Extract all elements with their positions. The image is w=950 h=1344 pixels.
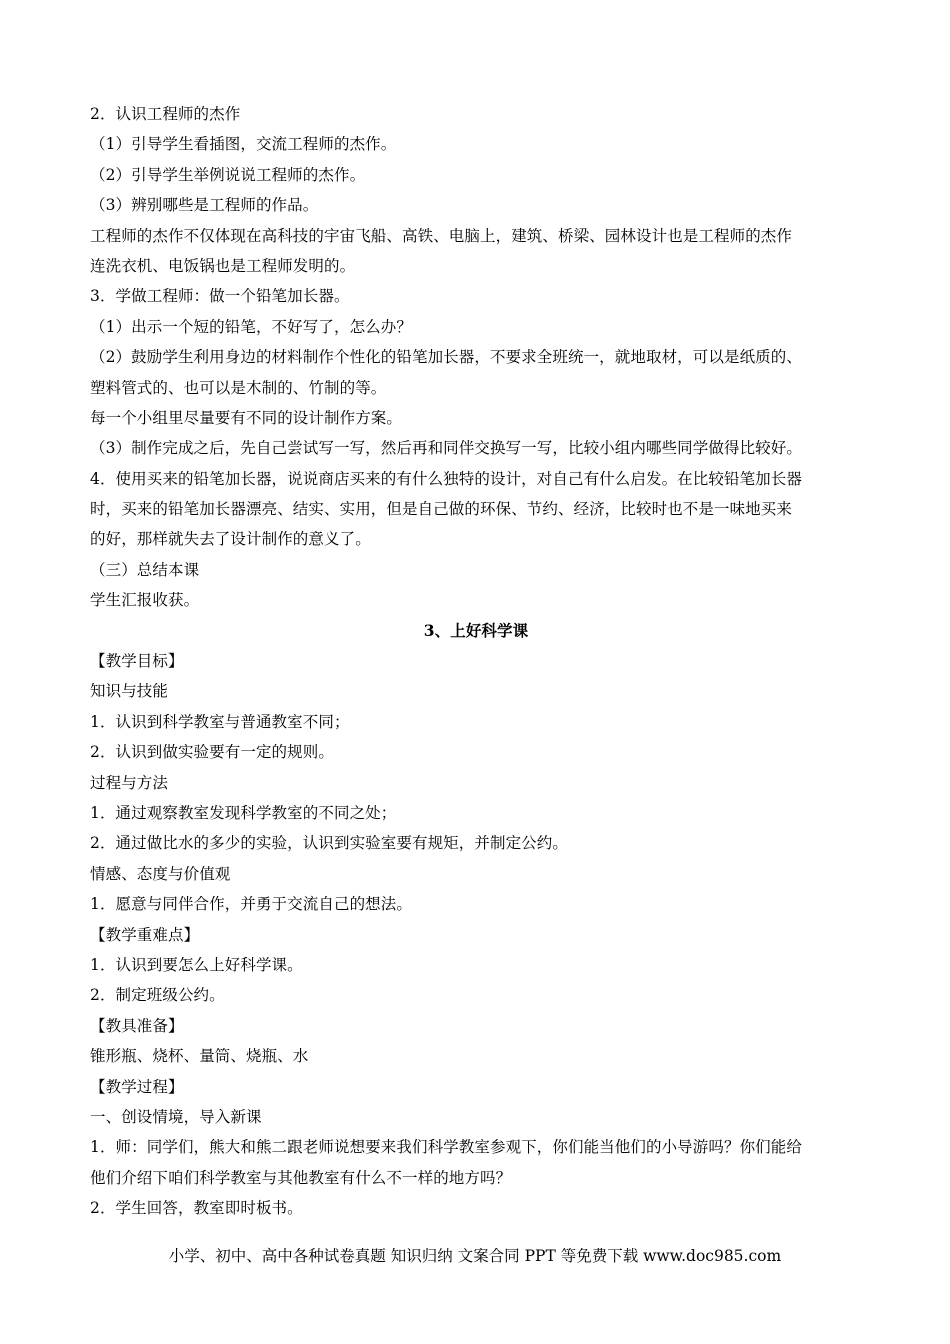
list-item: 1．愿意与同伴合作，并勇于交流自己的想法。 [90,895,412,914]
paragraph-line: 他们介绍下咱们科学教室与其他教室有什么不一样的地方吗？ [90,1168,512,1187]
process-method-heading: 过程与方法 [90,773,169,792]
paragraph-line: 学生汇报收获。 [90,591,200,610]
list-item: 2．学生回答，教室即时板书。 [90,1199,303,1218]
step-3-item-1: （1）出示一个短的铅笔，不好写了，怎么办？ [90,317,412,336]
step-3-heading: 3．学做工程师：做一个铅笔加长器。 [90,287,350,306]
list-item: 1．通过观察教室发现科学教室的不同之处； [90,803,397,822]
step-2-item-3: （3）辨别哪些是工程师的作品。 [90,196,319,215]
page-footer: 小学、初中、高中各种试卷真题 知识归纳 文案合同 PPT 等免费下载 www.doc985.com [168,1247,782,1265]
list-item: 1．认识到要怎么上好科学课。 [90,955,303,974]
attitude-values-heading: 情感、态度与价值观 [90,864,231,883]
paragraph-line: 时，买来的铅笔加长器漂亮、结实、实用，但是自己做的环保、节约、经济，比较时也不是一味地买来 [90,500,793,519]
document-body [90,99,862,1223]
knowledge-skills-heading: 知识与技能 [90,682,169,701]
paragraph-line: 工程师的杰作不仅体现在高科技的宇宙飞船、高铁、电脑上，建筑、桥梁、园林设计也是工程师的杰作 [90,226,793,245]
step-2-item-2: （2）引导学生举例说说工程师的杰作。 [90,165,366,184]
key-difficulties-heading: 【教学重难点】 [90,925,200,944]
section-summary-heading: （三）总结本课 [90,560,200,579]
paragraph-line: 连洗衣机、电饭锅也是工程师发明的。 [90,256,356,275]
step-3-item-3: （3）制作完成之后，先自己尝试写一写，然后再和同伴交换写一写，比较小组内哪些同学做得比较好。 [90,439,802,458]
paragraph-line: 塑料管式的、也可以是木制的、竹制的等。 [90,378,387,397]
list-item: 1．认识到科学教室与普通教室不同； [90,712,350,731]
step-3-item-2: （2）鼓励学生利用身边的材料制作个性化的铅笔加长器，不要求全班统一，就地取材，可以是纸质的、 [90,348,802,367]
teaching-aids-list: 锥形瓶、烧杯、量筒、烧瓶、水 [90,1047,309,1066]
teaching-goals-heading: 【教学目标】 [90,652,184,671]
lesson-title: 3、上好科学课 [423,620,529,640]
list-item: 1．师：同学们，熊大和熊二跟老师说想要来我们科学教室参观下，你们能当他们的小导游吗？你们能给 [90,1138,802,1157]
list-item: 2．通过做比水的多少的实验，认识到实验室要有规矩，并制定公约。 [90,834,568,853]
step-2-item-1: （1）引导学生看插图，交流工程师的杰作。 [90,135,397,154]
teaching-process-heading: 【教学过程】 [90,1077,184,1096]
step-2-heading: 2．认识工程师的杰作 [90,105,241,123]
paragraph-line: 的好，那样就失去了设计制作的意义了。 [90,530,371,549]
list-item: 2．制定班级公约。 [90,986,225,1005]
list-item: 2．认识到做实验要有一定的规则。 [90,743,334,762]
step-4-heading: 4．使用买来的铅笔加长器，说说商店买来的有什么独特的设计，对自己有什么启发。在比较铅笔加长器 [90,469,802,488]
teaching-aids-heading: 【教具准备】 [90,1016,184,1035]
section-intro-heading: 一、创设情境，导入新课 [90,1107,262,1126]
paragraph-line: 每一个小组里尽量要有不同的设计制作方案。 [90,408,403,427]
